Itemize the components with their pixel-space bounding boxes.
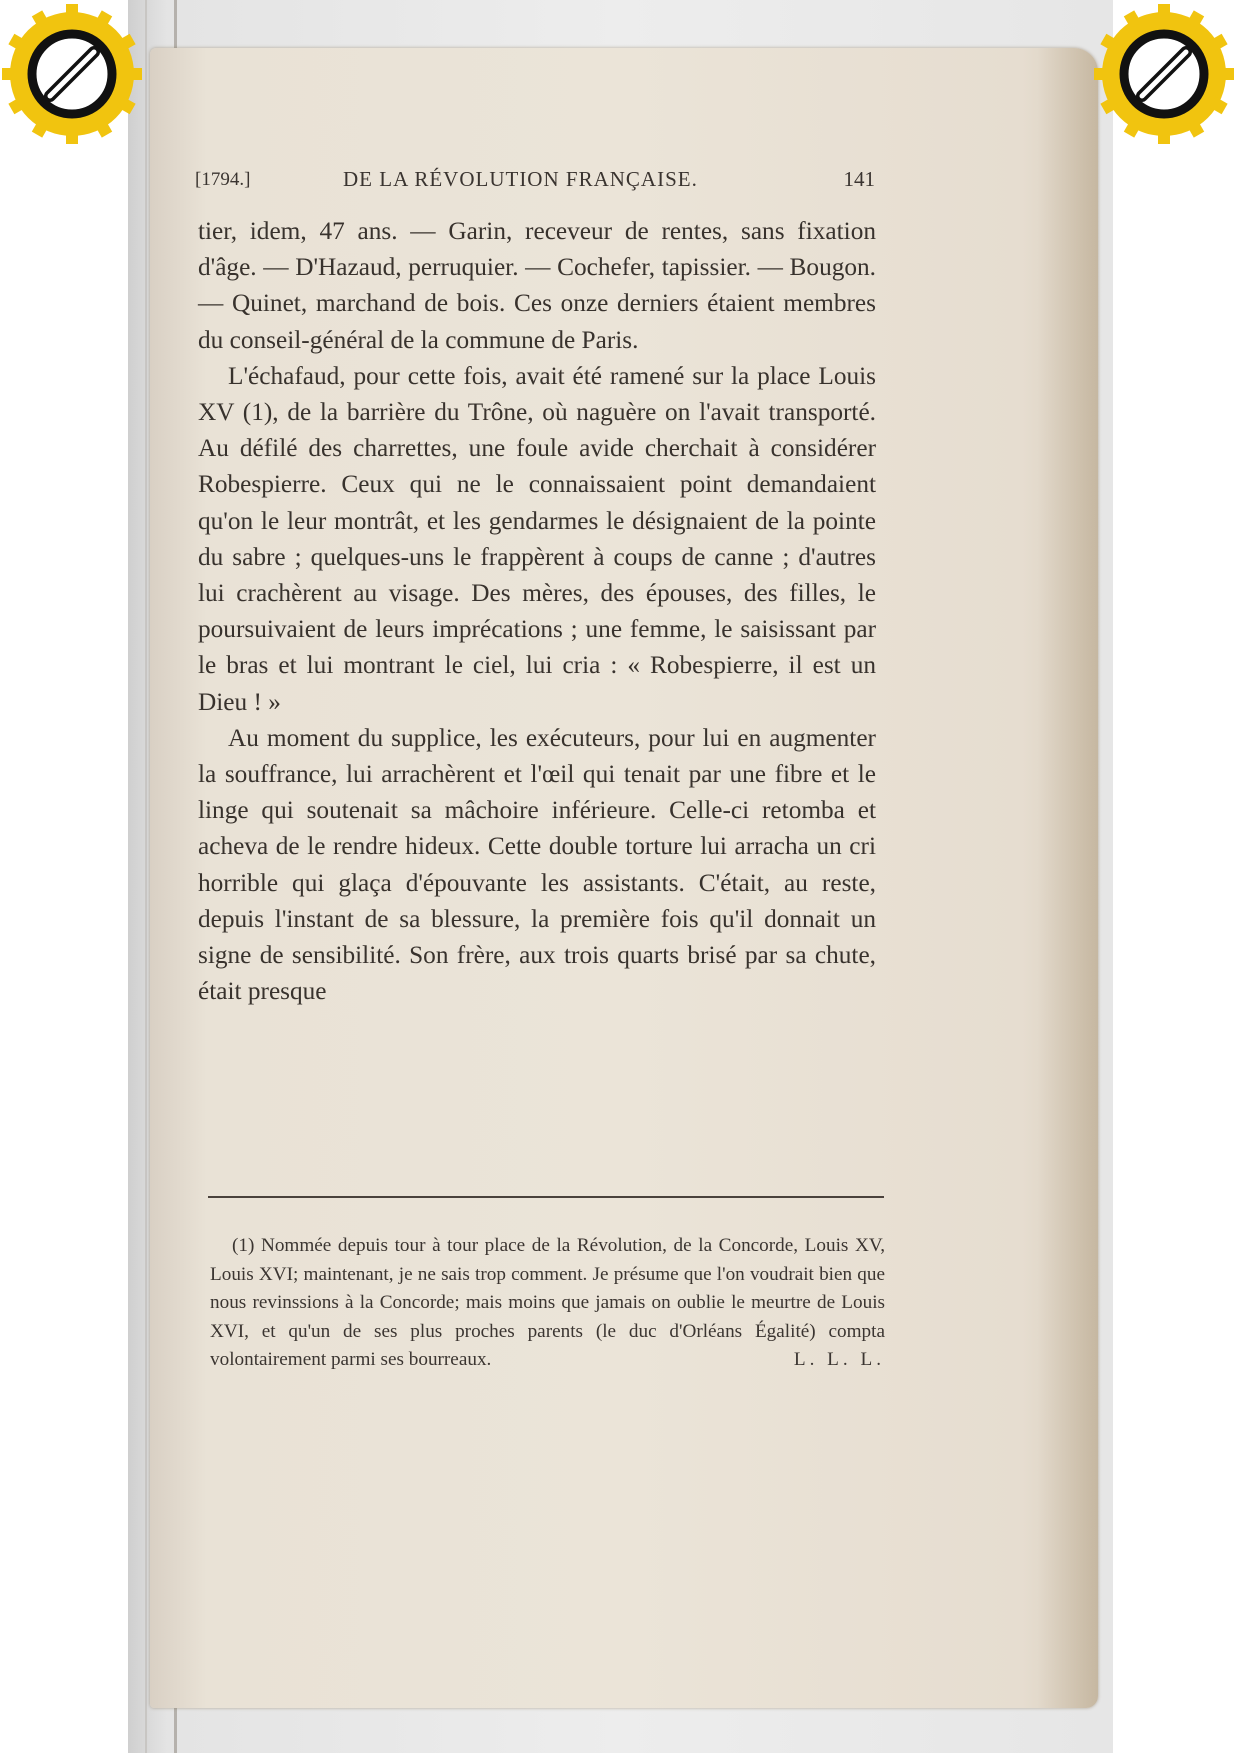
body-text <box>198 213 876 1009</box>
header-year: [1794.] <box>195 169 251 190</box>
abbyy-badge-icon[interactable] <box>2 4 142 144</box>
footnote <box>210 1232 885 1375</box>
running-header <box>195 167 875 197</box>
paragraph: L'échafaud, pour cette fois, avait été ramené sur la place Louis XV (1), de la barrière du Trône, où naguère on l'avait transporté. Au défilé des charrettes, une foule avide cherchait à considérer Robespierre. Ceux qui ne le connaissaient point demandaient qu'on le leur montrât, et les gendarmes le désignaient de la pointe du sabre ; quelques-uns le frappèrent à coups de canne ; d'autres lui crachèrent au visage. Des mères, des épouses, des filles, le poursuivaient de leurs imprécations ; une femme, le saisissant par le bras et lui montrant le ciel, lui cria : « Robespierre, il est un Dieu ! » <box>198 361 876 716</box>
paragraph: tier, idem, 47 ans. — Garin, receveur de rentes, sans fixation d'âge. — D'Hazaud, perruquier. — Cochefer, tapissier. — Bougon. — Quinet, marchand de bois. Ces onze derniers étaient membres du conseil-général de la commune de Paris. <box>198 217 876 354</box>
abbyy-badge-icon[interactable] <box>1094 4 1234 144</box>
page-number: 141 <box>843 167 875 191</box>
footnote-signature: L. L. L. <box>793 1349 885 1371</box>
footnote-text: (1) Nommée depuis tour à tour place de la Révolution, de la Concorde, Louis XV, Louis XVI; maintenant, je ne sais trop comment. Je présume que l'on voudrait bien que nous revinssions à la Concorde; mais moins que jamais on oublie le meurtre de Louis XVI, et qu'un de ses plus proches parents (le duc d'Orléans Égalité) compta volontairement parmi ses bourreaux. <box>210 1235 885 1371</box>
footnote-rule <box>208 1196 884 1198</box>
scanner-edge-line <box>145 0 147 1753</box>
header-title: DE LA RÉVOLUTION FRANÇAISE. <box>343 167 698 191</box>
paragraph: Au moment du supplice, les exécuteurs, pour lui en augmenter la souffrance, lui arrachèrent et l'œil qui tenait par une fibre et le linge qui soutenait sa mâchoire inférieure. Celle-ci retomba et acheva de le rendre hideux. Cette double torture lui arracha un cri horrible qui glaça d'épouvante les assistants. C'était, au reste, depuis l'instant de sa blessure, la première fois qu'il donnait un signe de sensibilité. Son frère, aux trois quarts brisé par sa chute, était presque <box>198 723 876 1006</box>
